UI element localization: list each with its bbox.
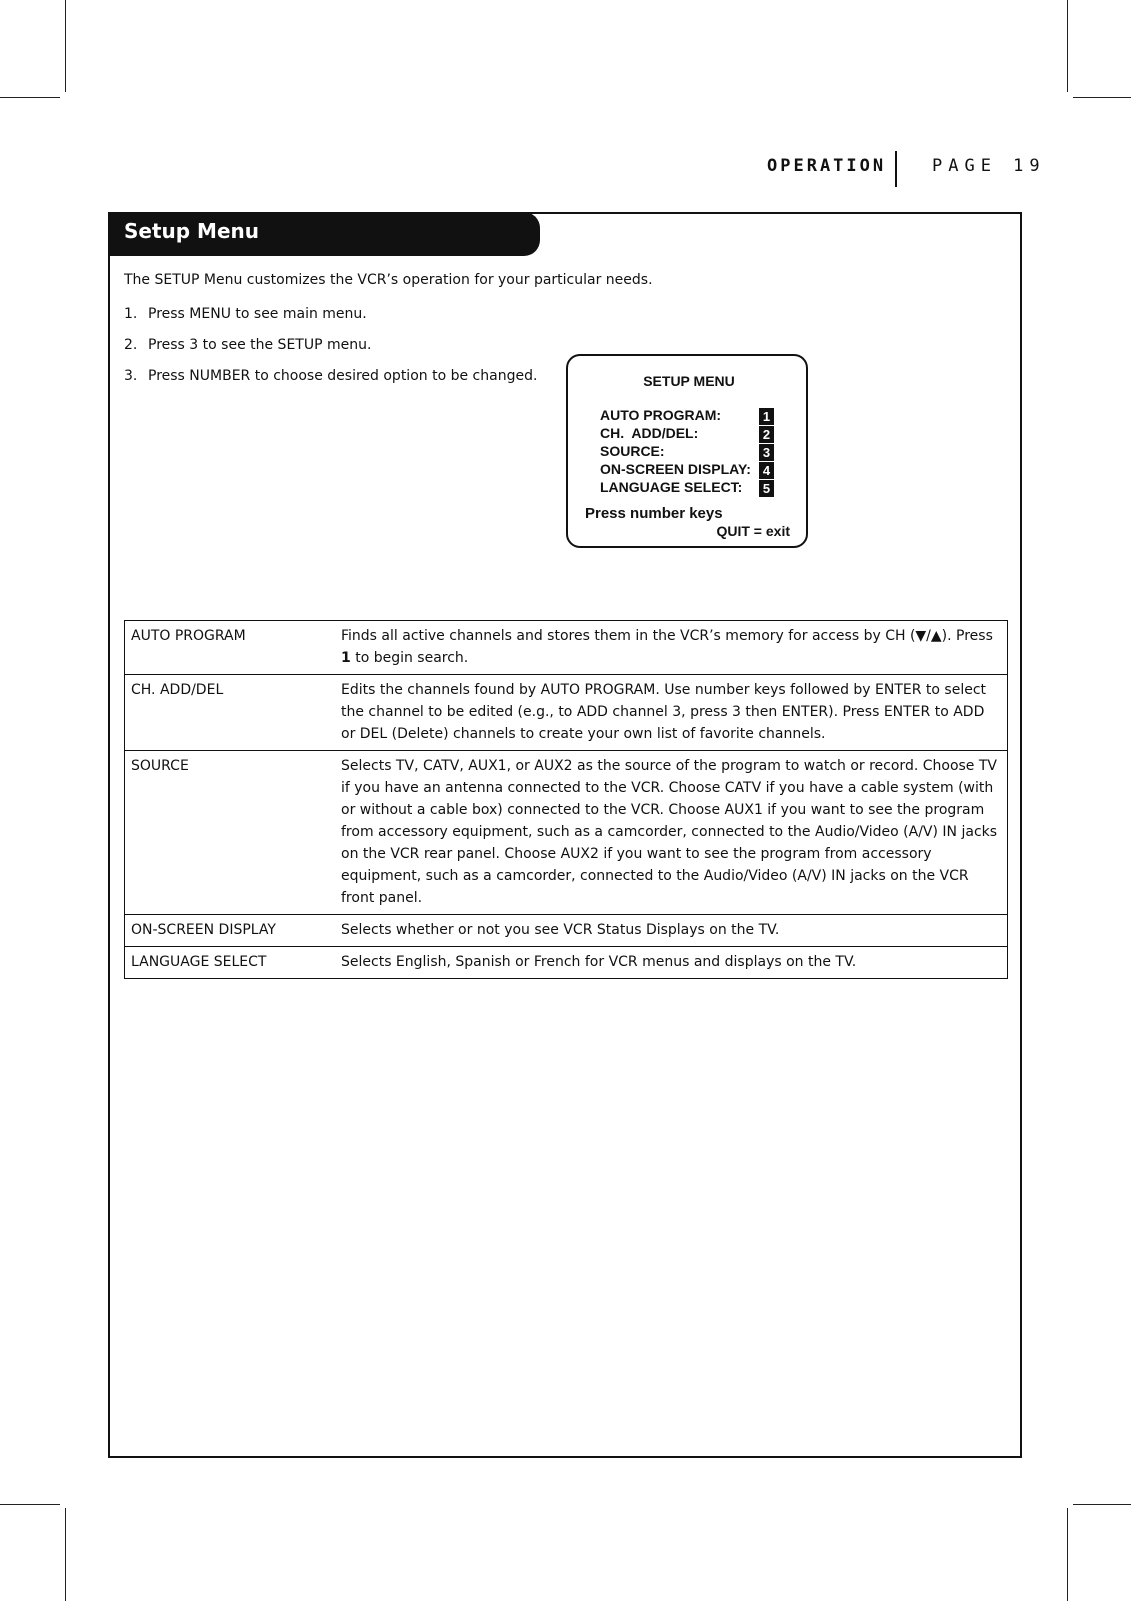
option-name: CH. ADD/DEL — [125, 675, 336, 751]
osd-menu-item: AUTO PROGRAM: — [600, 407, 722, 423]
table-row — [125, 751, 1008, 915]
crop-mark-bottom-left-vertical — [65, 1508, 66, 1601]
crop-mark-top-left-horizontal — [0, 97, 60, 98]
option-name: AUTO PROGRAM — [125, 621, 336, 675]
osd-title: SETUP MENU — [643, 373, 735, 389]
crop-mark-top-right-horizontal — [1073, 97, 1131, 98]
table-row — [125, 915, 1008, 947]
crop-mark-bottom-left-horizontal — [0, 1504, 60, 1505]
step-text: Press MENU to see main menu. — [148, 306, 367, 322]
osd-menu-key: 5 — [759, 480, 774, 497]
crop-mark-bottom-right-horizontal — [1073, 1504, 1131, 1505]
osd-menu-key: 1 — [759, 408, 774, 425]
option-description: Selects TV, CATV, AUX1, or AUX2 as the source of the program to watch or record. Choose TV if you have an antenna connected to the VCR. Choose CATV if you have a cable system (with or without a cable box) connected to the VCR. Choose AUX1 if you want to see the program from accessory equipment, such as a camcorder, connected to the Audio/Video (A/V) IN jacks on the VCR rear panel. Choose AUX2 if you want to see the program from accessory equipment, such as a camcorder, connected to the Audio/Video (A/V) IN jacks on the VCR front panel. — [335, 751, 1008, 915]
osd-exit-hint: QUIT = exit — [716, 523, 790, 539]
crop-mark-top-right-vertical — [1067, 0, 1068, 92]
setup-menu-screen-illustration — [566, 354, 808, 548]
step-item — [124, 337, 371, 353]
step-text: Press 3 to see the SETUP menu. — [148, 337, 372, 353]
intro-paragraph: The SETUP Menu customizes the VCR’s operation for your particular needs. — [124, 272, 653, 288]
running-header-section: OPERATION — [767, 156, 887, 176]
osd-menu-key: 3 — [759, 444, 774, 461]
step-number: 3. — [124, 368, 138, 384]
step-number: 1. — [124, 306, 138, 322]
option-description: Selects whether or not you see VCR Status Displays on the TV. — [335, 915, 1008, 947]
section-title: Setup Menu — [124, 219, 259, 243]
step-item — [124, 306, 367, 322]
osd-menu-key: 2 — [759, 426, 774, 443]
running-header-divider — [895, 151, 897, 187]
option-description: Edits the channels found by AUTO PROGRAM. Use number keys followed by ENTER to select the channel to be edited (e.g., to ADD channel 3, press 3 then ENTER). Press ENTER to ADD or DEL (Delete) channels to create your own list of favorite channels. — [335, 675, 1008, 751]
osd-menu-item: SOURCE: — [600, 443, 665, 459]
setup-options-table — [124, 620, 1008, 979]
option-description: Finds all active channels and stores them in the VCR’s memory for access by CH (▼/▲). Press 1 to begin search. — [335, 621, 1008, 675]
crop-mark-bottom-right-vertical — [1067, 1508, 1068, 1601]
table-row — [125, 621, 1008, 675]
osd-menu-item: CH. ADD/DEL: — [600, 425, 699, 441]
osd-menu-key: 4 — [759, 462, 774, 479]
crop-mark-top-left-vertical — [65, 0, 66, 92]
osd-menu-item: LANGUAGE SELECT: — [600, 479, 743, 495]
table-row — [125, 675, 1008, 751]
step-number: 2. — [124, 337, 138, 353]
step-text: Press NUMBER to choose desired option to be changed. — [148, 368, 538, 384]
option-name: ON-SCREEN DISPLAY — [125, 915, 336, 947]
osd-hint: Press number keys — [585, 505, 723, 522]
osd-menu-item: ON-SCREEN DISPLAY: — [600, 461, 751, 477]
table-row — [125, 947, 1008, 979]
step-item — [124, 368, 537, 384]
running-header-page-number: PAGE 19 — [932, 156, 1046, 176]
key-highlight: 1 — [341, 650, 351, 666]
option-name: SOURCE — [125, 751, 336, 915]
option-description: Selects English, Spanish or French for VCR menus and displays on the TV. — [335, 947, 1008, 979]
option-name: LANGUAGE SELECT — [125, 947, 336, 979]
